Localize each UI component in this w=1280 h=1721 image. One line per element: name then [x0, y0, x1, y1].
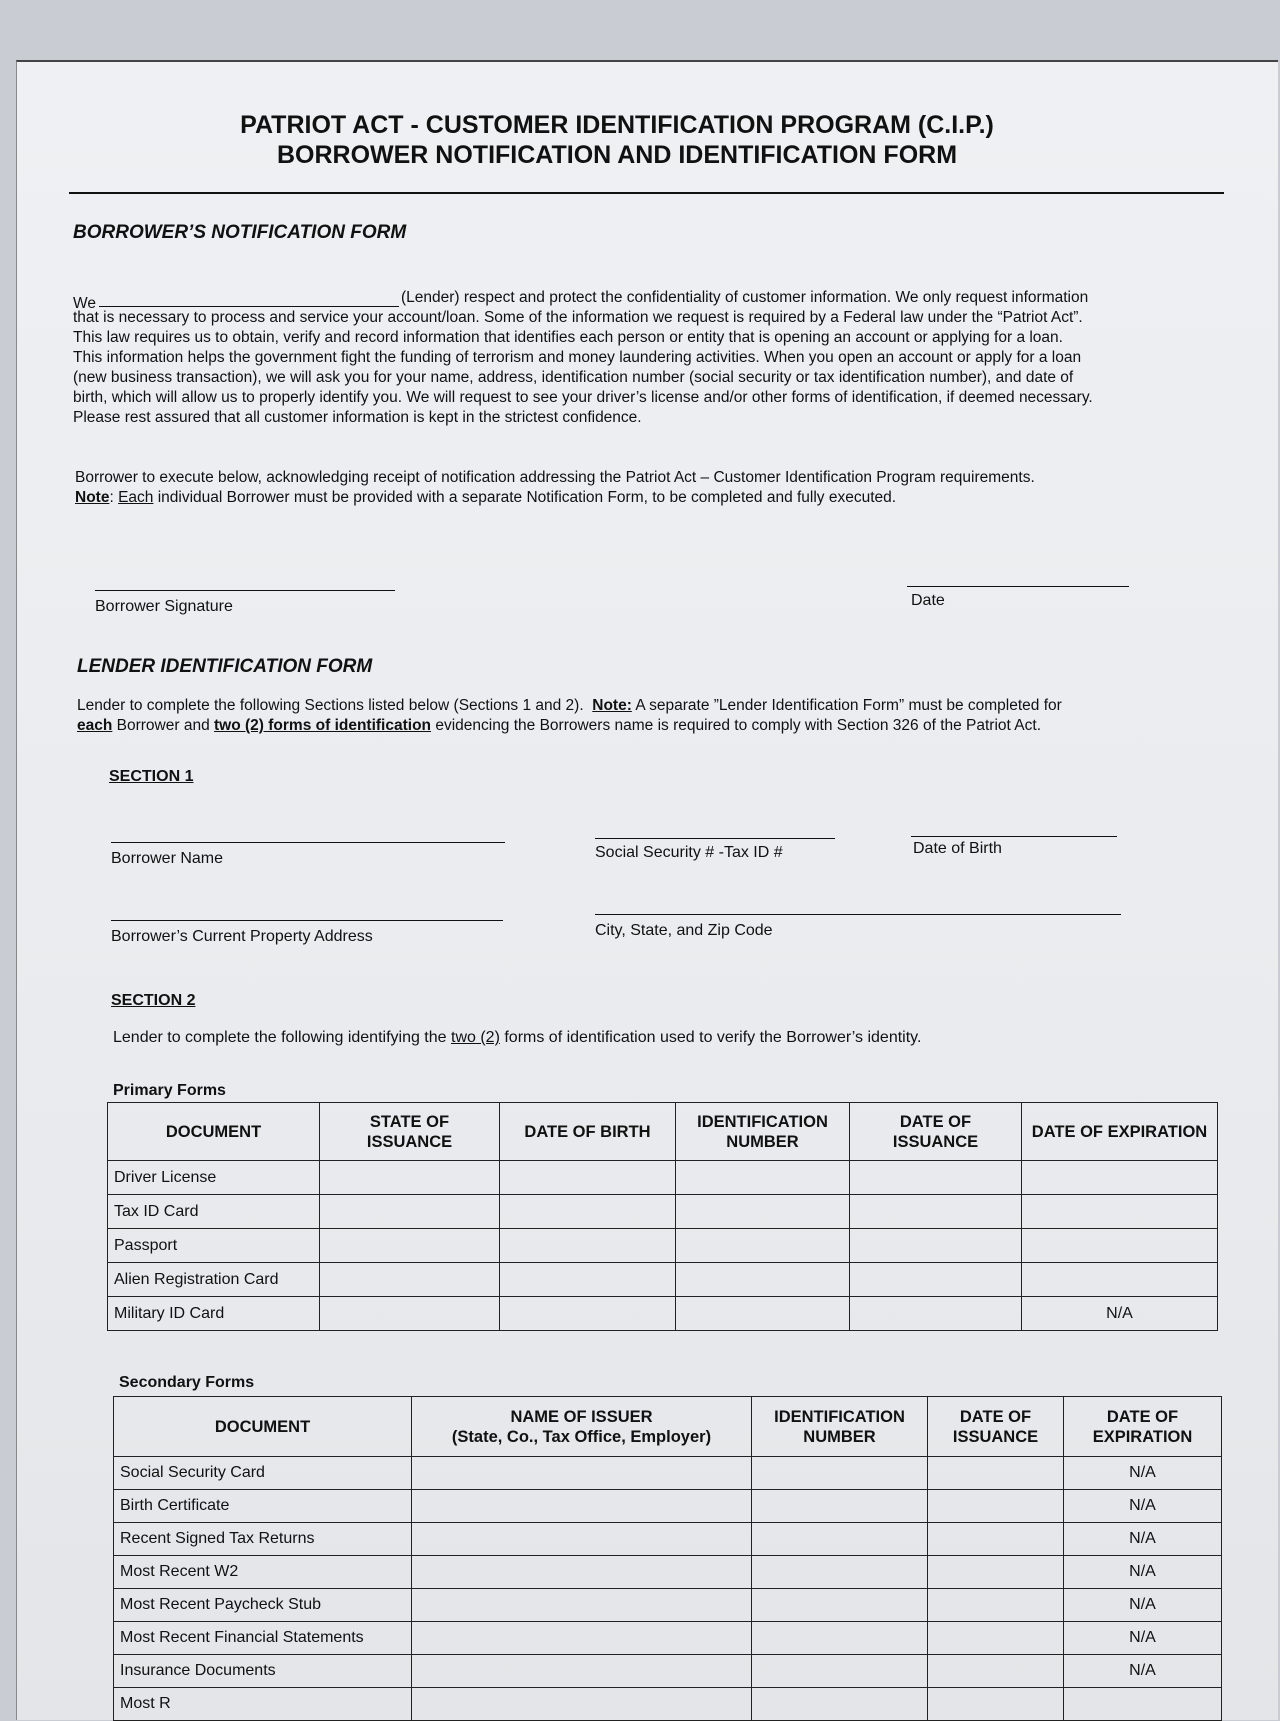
id-number-cell[interactable]	[752, 1589, 928, 1622]
form-page	[16, 60, 1278, 1720]
id-number-cell[interactable]	[752, 1490, 928, 1523]
property-address-label: Borrower’s Current Property Address	[111, 928, 373, 945]
state-cell[interactable]	[320, 1297, 500, 1331]
primary-forms-table	[107, 1102, 1218, 1331]
issuer-cell[interactable]	[412, 1556, 752, 1589]
column-header: DOCUMENT	[108, 1103, 320, 1161]
table-row	[114, 1589, 1222, 1622]
lender-intro-c: Borrower and	[112, 717, 215, 734]
lender-intro-b: A separate ”Lender Identification Form” must be completed for	[631, 697, 1062, 714]
expiration-cell	[1064, 1688, 1222, 1721]
issuer-subheader: (State, Co., Tax Office, Employer)	[451, 1427, 712, 1446]
issuer-cell[interactable]	[412, 1622, 752, 1655]
expiration-cell: N/A	[1064, 1589, 1222, 1622]
dob-label: Date of Birth	[913, 840, 1002, 857]
expiration-cell[interactable]	[1022, 1229, 1218, 1263]
section-2-intro-two: two (2)	[451, 1029, 500, 1046]
section-2-intro	[113, 1028, 1213, 1048]
section-2-intro-b: forms of identification used to verify the Borrower’s identity.	[499, 1029, 922, 1046]
title-line-2: BORROWER NOTIFICATION AND IDENTIFICATION FORM	[276, 141, 958, 169]
dob-cell[interactable]	[500, 1195, 676, 1229]
secondary-forms-caption: Secondary Forms	[119, 1374, 255, 1391]
document-cell: Insurance Documents	[114, 1655, 412, 1688]
lender-heading: LENDER IDENTIFICATION FORM	[77, 656, 373, 677]
signature-line[interactable]	[95, 590, 395, 591]
table-row	[114, 1622, 1222, 1655]
secondary-forms-table	[113, 1396, 1222, 1721]
id-number-cell[interactable]	[752, 1622, 928, 1655]
section-2-intro-a: Lender to complete the following identifying the	[113, 1029, 451, 1046]
lender-name-field[interactable]	[99, 306, 399, 307]
id-number-cell[interactable]	[676, 1161, 850, 1195]
column-header: DATE OF ISSUANCE	[928, 1397, 1064, 1457]
primary-forms-caption: Primary Forms	[113, 1082, 226, 1099]
table-row	[108, 1263, 1218, 1297]
property-address-field[interactable]	[111, 920, 503, 921]
expiration-cell: N/A	[1064, 1523, 1222, 1556]
city-state-zip-field[interactable]	[595, 914, 1121, 915]
page-title	[177, 110, 1057, 170]
table-row	[108, 1229, 1218, 1263]
state-cell[interactable]	[320, 1161, 500, 1195]
state-cell[interactable]	[320, 1229, 500, 1263]
expiration-cell: N/A	[1022, 1297, 1218, 1331]
section-2-title: SECTION 2	[111, 992, 196, 1009]
document-cell: Military ID Card	[108, 1297, 320, 1331]
title-divider	[69, 192, 1224, 194]
issuance-cell[interactable]	[928, 1688, 1064, 1721]
issuance-cell[interactable]	[928, 1490, 1064, 1523]
note-label: Note	[75, 489, 110, 506]
borrower-name-field[interactable]	[111, 842, 505, 843]
document-cell: Most Recent Financial Statements	[114, 1622, 412, 1655]
issuance-cell[interactable]	[850, 1297, 1022, 1331]
execute-line: Borrower to execute below, acknowledging receipt of notification addressing the Patriot Act – Customer Identification Program requirements.	[75, 469, 1035, 486]
id-number-cell[interactable]	[676, 1297, 850, 1331]
issuer-cell[interactable]	[412, 1688, 752, 1721]
borrower-name-label: Borrower Name	[111, 850, 224, 867]
id-number-cell[interactable]	[676, 1195, 850, 1229]
expiration-cell[interactable]	[1022, 1195, 1218, 1229]
title-line-1: PATRIOT ACT - CUSTOMER IDENTIFICATION PROGRAM (C.I.P.)	[240, 111, 994, 139]
column-header	[412, 1397, 752, 1457]
lender-intro-a: Lender to complete the following Sections listed below (Sections 1 and 2).	[77, 697, 584, 714]
notification-heading: BORROWER’S NOTIFICATION FORM	[73, 222, 407, 243]
dob-field[interactable]	[911, 836, 1117, 837]
table-row	[108, 1195, 1218, 1229]
issuer-cell[interactable]	[412, 1589, 752, 1622]
primary-header-row	[108, 1103, 1218, 1161]
id-number-cell[interactable]	[752, 1523, 928, 1556]
column-header: DATE OF EXPIRATION	[1064, 1397, 1222, 1457]
issuance-cell[interactable]	[928, 1556, 1064, 1589]
expiration-cell[interactable]	[1022, 1263, 1218, 1297]
issuance-cell[interactable]	[850, 1229, 1022, 1263]
expiration-cell: N/A	[1064, 1457, 1222, 1490]
note-line: Note: Each individual Borrower must be provided with a separate Notification Form, to be completed and fully executed.	[75, 489, 897, 506]
id-number-cell[interactable]	[676, 1229, 850, 1263]
date-label: Date	[911, 592, 945, 609]
id-number-cell[interactable]	[752, 1655, 928, 1688]
issuance-cell[interactable]	[928, 1523, 1064, 1556]
document-cell: Most Recent W2	[114, 1556, 412, 1589]
table-row	[114, 1655, 1222, 1688]
lender-intro-note: Note:	[592, 697, 632, 714]
id-number-cell[interactable]	[752, 1688, 928, 1721]
column-header: STATE OF ISSUANCE	[320, 1103, 500, 1161]
id-number-cell[interactable]	[676, 1263, 850, 1297]
secondary-header-row	[114, 1397, 1222, 1457]
note-each: Each	[118, 489, 154, 506]
id-number-cell[interactable]	[752, 1556, 928, 1589]
expiration-cell: N/A	[1064, 1490, 1222, 1523]
expiration-cell: N/A	[1064, 1622, 1222, 1655]
column-header: IDENTIFICATION NUMBER	[752, 1397, 928, 1457]
table-row	[108, 1161, 1218, 1195]
body-line: This information helps the government fight the funding of terrorism and money laundering activities. When you open an account or apply for a loan	[73, 349, 1082, 366]
document-cell: Recent Signed Tax Returns	[114, 1523, 412, 1556]
table-row	[114, 1457, 1222, 1490]
document-cell: Most Recent Paycheck Stub	[114, 1589, 412, 1622]
document-cell: Birth Certificate	[114, 1490, 412, 1523]
issuance-cell[interactable]	[850, 1161, 1022, 1195]
section-1-title: SECTION 1	[109, 768, 194, 785]
document-cell: Tax ID Card	[108, 1195, 320, 1229]
ssn-field[interactable]	[595, 838, 835, 839]
body-line: Please rest assured that all customer information is kept in the strictest confidence.	[73, 409, 642, 426]
lender-intro	[77, 696, 1257, 736]
issuance-cell[interactable]	[928, 1622, 1064, 1655]
execute-paragraph	[75, 468, 1255, 508]
notification-paragraph	[73, 288, 1253, 428]
issuer-cell[interactable]	[412, 1457, 752, 1490]
issuance-cell[interactable]	[850, 1195, 1022, 1229]
column-header: DATE OF BIRTH	[500, 1103, 676, 1161]
we-label: We	[73, 295, 96, 312]
body-line: birth, which will allow us to properly identify you. We will request to see your driver’s license and/or other forms of identification, if deemed necessary.	[73, 389, 1093, 406]
date-line[interactable]	[907, 586, 1129, 587]
lender-text: (Lender) respect and protect the confidentiality of customer information. We only request information	[401, 289, 1089, 306]
table-row	[114, 1688, 1222, 1721]
document-cell: Passport	[108, 1229, 320, 1263]
dob-cell[interactable]	[500, 1297, 676, 1331]
issuance-cell[interactable]	[928, 1589, 1064, 1622]
id-number-cell[interactable]	[752, 1457, 928, 1490]
issuer-header: NAME OF ISSUER	[510, 1407, 653, 1426]
city-state-zip-label: City, State, and Zip Code	[595, 922, 773, 939]
column-header: DATE OF EXPIRATION	[1022, 1103, 1218, 1161]
state-cell[interactable]	[320, 1195, 500, 1229]
issuance-cell[interactable]	[928, 1457, 1064, 1490]
state-cell[interactable]	[320, 1263, 500, 1297]
document-cell: Most R	[114, 1688, 412, 1721]
expiration-cell[interactable]	[1022, 1161, 1218, 1195]
dob-cell[interactable]	[500, 1263, 676, 1297]
document-cell: Social Security Card	[114, 1457, 412, 1490]
issuance-cell[interactable]	[928, 1655, 1064, 1688]
document-cell: Alien Registration Card	[108, 1263, 320, 1297]
lender-intro-each: each	[77, 717, 113, 734]
issuer-cell[interactable]	[412, 1490, 752, 1523]
body-line: (new business transaction), we will ask you for your name, address, identification number (social security or tax identification number), and date of	[73, 369, 1074, 386]
dob-cell[interactable]	[500, 1161, 676, 1195]
table-row	[108, 1297, 1218, 1331]
lender-intro-d: evidencing the Borrowers name is required to comply with Section 326 of the Patriot Act.	[431, 717, 1041, 734]
body-line: This law requires us to obtain, verify and record information that identifies each person or entity that is opening an account or applying for a loan.	[73, 329, 1063, 346]
expiration-cell: N/A	[1064, 1655, 1222, 1688]
column-header: DOCUMENT	[114, 1397, 412, 1457]
signature-label: Borrower Signature	[95, 598, 233, 615]
body-line: that is necessary to process and service your account/loan. Some of the information we request is required by a Federal law under the “Patriot Act”.	[73, 309, 1083, 326]
column-header: IDENTIFICATION NUMBER	[676, 1103, 850, 1161]
document-cell: Driver License	[108, 1161, 320, 1195]
table-row	[114, 1523, 1222, 1556]
issuer-cell[interactable]	[412, 1655, 752, 1688]
column-header: DATE OF ISSUANCE	[850, 1103, 1022, 1161]
lender-intro-two: two (2) forms of identification	[214, 717, 432, 734]
ssn-label: Social Security # -Tax ID #	[595, 844, 783, 861]
table-row	[114, 1490, 1222, 1523]
expiration-cell: N/A	[1064, 1556, 1222, 1589]
note-rest: individual Borrower must be provided with a separate Notification Form, to be completed and fully executed.	[153, 489, 897, 506]
dob-cell[interactable]	[500, 1229, 676, 1263]
table-row	[114, 1556, 1222, 1589]
issuance-cell[interactable]	[850, 1263, 1022, 1297]
issuer-cell[interactable]	[412, 1523, 752, 1556]
